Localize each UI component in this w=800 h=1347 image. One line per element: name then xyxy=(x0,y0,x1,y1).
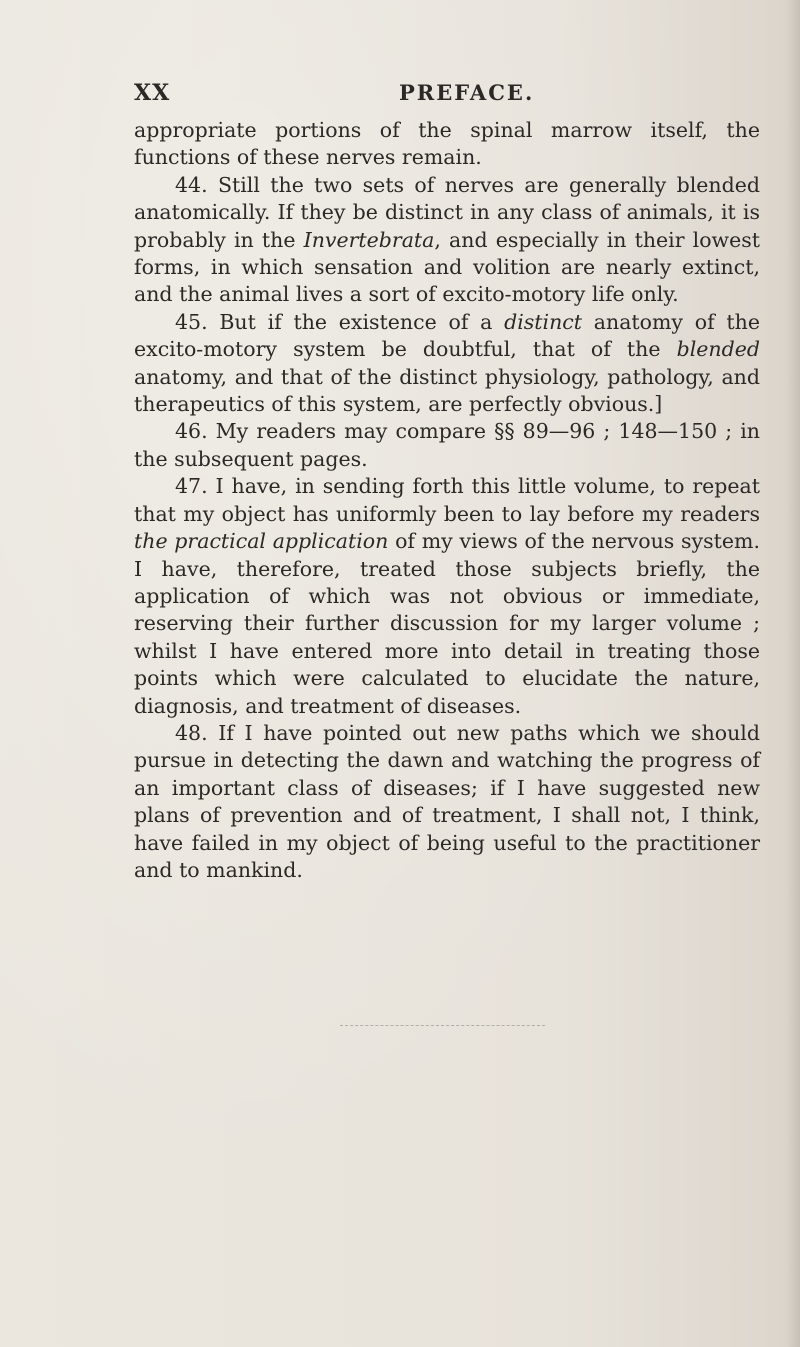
paragraph-45 xyxy=(134,309,760,419)
running-head xyxy=(134,80,774,112)
italic-term-invertebrata: Invertebrata xyxy=(303,227,435,252)
page-number: XX xyxy=(134,80,171,106)
text-run: 45. But if the existence of a xyxy=(175,309,505,334)
running-title: PREFACE. xyxy=(399,80,535,105)
italic-phrase-practical-application: the practical application xyxy=(134,529,389,554)
paragraph-continuation: appropriate portions of the spinal marrow itself, the functions of these nerves remain. xyxy=(134,118,760,170)
text-run: 47. I have, in sending forth this little volume, to repeat that my object has uniformly been to lay before my readers xyxy=(134,474,760,526)
paragraph-48: 48. If I have pointed out new paths which we should pursue in detecting the dawn and watching the progress of an important class of diseases; if I have suggested new plans of prevention and of treatment, I shall not, I think, have failed in my object of being useful to the practitioner and to mankind. xyxy=(134,720,760,882)
text-run: anatomy, and that of the distinct physiology, pathology, and therapeutics of this system, are perfectly obvious.] xyxy=(134,364,760,417)
paragraph-44 xyxy=(134,172,760,309)
faint-divider-rule xyxy=(340,1025,545,1026)
paragraph-47 xyxy=(134,473,760,720)
text-run: anatomy of the excito-motory system be doubtful, that of the xyxy=(134,309,760,362)
text-run: 44. Still the two sets of nerves are generally blended anatomically. If they be distinct in any class of animals, it is probably in the xyxy=(134,172,760,252)
italic-term-distinct: distinct xyxy=(504,309,583,334)
page-edge-shadow xyxy=(786,0,800,1347)
paragraph-46: 46. My readers may compare §§ 89—96 ; 148—150 ; in the subsequent pages. xyxy=(134,419,760,471)
italic-term-blended: blended xyxy=(676,337,760,362)
text-run: , and especially in their lowest forms, in which sensation and volition are nearly extinct, and the animal lives a sort of excito-motory life only. xyxy=(134,227,760,307)
text-run: of my views of the nervous system. I have, therefore, treated those subjects briefly, the application of which was not obvious or immediate, reserving their further discussion for my larger volume ; whilst I have entered more into detail in treating those points which were calculated to elucidate the nature, diagnosis, and treatment of diseases. xyxy=(134,529,760,718)
body-text xyxy=(134,117,760,884)
